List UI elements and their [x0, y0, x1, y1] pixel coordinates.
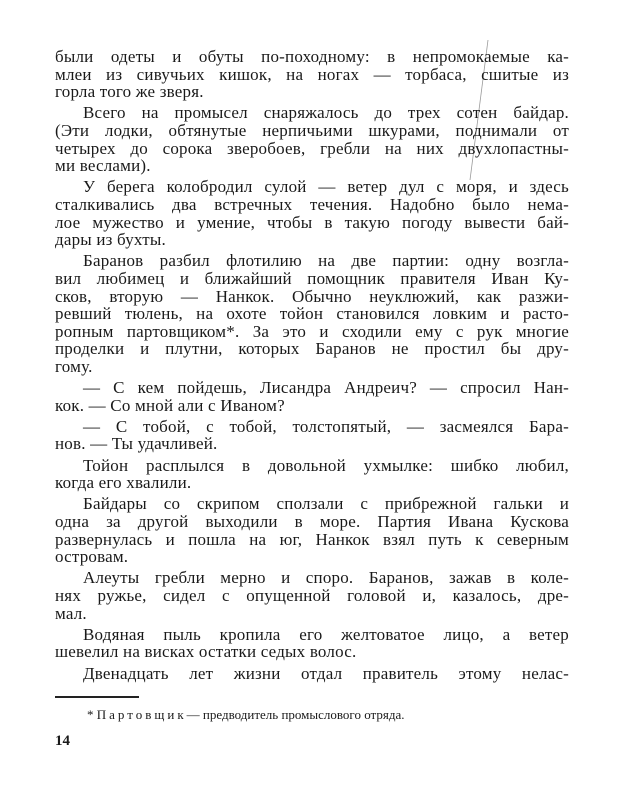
text-line: Водяная пыль кропила его желтоватое лицо, а ветер [83, 624, 569, 644]
text-line: Всего на промысел снаряжалось до трех сотен байдар. [83, 103, 569, 123]
paragraph [55, 495, 569, 565]
page-number: 14 [55, 733, 70, 749]
footnote-marker: * [87, 707, 94, 722]
text-line: ропным партовщиком*. За это и сходили ему с рук многие [55, 321, 569, 341]
footnote-definition: — предводитель промыслового отряда. [186, 707, 405, 722]
paragraph [55, 569, 569, 622]
text-line: вил любимец и ближайший помощник правителя Иван Ку- [55, 268, 569, 288]
text-line: — С тобой, с тобой, толстопятый, — засмеялся Бара- [83, 416, 569, 436]
text-line: сталкивались два встречных течения. Надобно было нема- [55, 194, 569, 214]
text-line: — С кем пойдешь, Лисандра Андреич? — спросил Нан- [83, 378, 569, 398]
text-line: мал. [55, 603, 87, 623]
footnote-term: Партовщик [96, 707, 187, 722]
text-line: когда его хвалили. [55, 473, 192, 493]
text-line: нях ружье, сидел с опущенной головой и, казалось, дре- [55, 585, 569, 605]
text-line: ревший тюлень, на охоте тойон становился ловким и расто- [55, 304, 569, 324]
paragraph [55, 252, 569, 375]
paragraph [55, 48, 569, 101]
text-line: Алеуты гребли мерно и споро. Баранов, зажав в коле- [83, 568, 569, 588]
text-line: ми веслами). [55, 156, 151, 176]
text-line: развернулась и пошла на юг, Нанкок взял путь к северным [55, 529, 569, 549]
footnote-divider [55, 696, 139, 698]
body-text [55, 48, 569, 682]
text-line: Баранов разбил флотилию на две партии: одну возгла- [83, 251, 569, 271]
paragraph [55, 665, 569, 683]
footnote [87, 707, 404, 723]
text-line: были одеты и обуты по-походному: в непромокаемые ка- [55, 47, 569, 66]
text-line: Двенадцать лет жизни отдал правитель этому нелас- [83, 663, 569, 683]
paragraph [55, 379, 569, 414]
text-line: островам. [55, 547, 129, 567]
text-line: проделки и плутни, которых Баранов не простил бы дру- [55, 339, 569, 359]
text-line: четырех до сорока зверобоев, гребли на них двухлопастны- [55, 138, 569, 158]
text-line: одна за другой выходили в море. Партия Ивана Кускова [55, 512, 569, 531]
text-line: (Эти лодки, обтянутые нерпичьими шкурами, поднимали от [55, 120, 569, 140]
paragraph [55, 418, 569, 453]
paragraph [55, 626, 569, 661]
paragraph [55, 457, 569, 492]
text-line: дары из бухты. [55, 230, 166, 250]
text-line: Тойон расплылся в довольной ухмылке: шибко любил, [83, 455, 569, 475]
text-line: кок. — Со мной али с Иваном? [55, 395, 285, 415]
text-line: горла того же зверя. [55, 82, 204, 102]
text-line: шевелил на висках остатки седых волос. [55, 642, 357, 662]
text-line: сков, вторую — Нанкок. Обычно неуклюжий, как разжи- [55, 286, 569, 306]
text-line: нов. — Ты удачливей. [55, 434, 218, 454]
text-line: млеи из сивучьих кишок, на ногах — торбаса, сшитые из [55, 64, 569, 84]
text-line: лое мужество и умение, чтобы в такую погоду вывести бай- [55, 212, 569, 232]
text-line: У берега колобродил сулой — ветер дул с моря, и здесь [83, 177, 569, 197]
paragraph [55, 104, 569, 174]
text-line: Байдары со скрипом сползали с прибрежной гальки и [83, 494, 569, 514]
text-line: гому. [55, 356, 93, 376]
paragraph [55, 178, 569, 248]
